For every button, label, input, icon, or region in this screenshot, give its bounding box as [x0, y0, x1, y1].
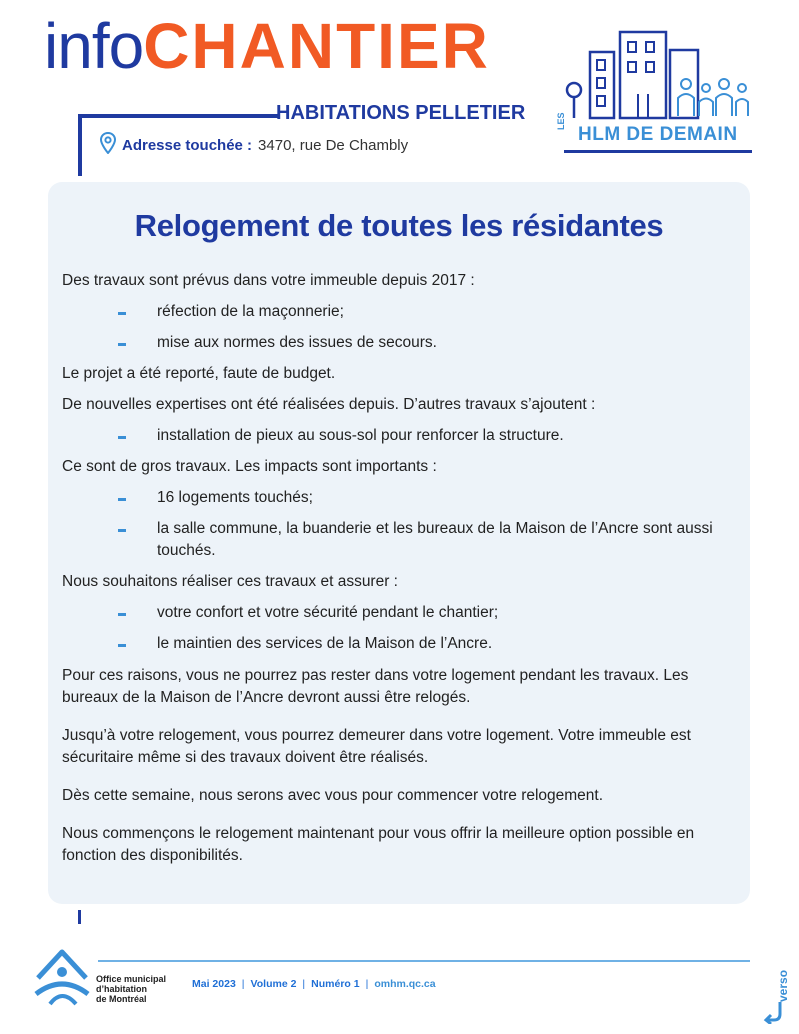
paragraph: Dès cette semaine, nous serons avec vous pour commencer votre relogement. [62, 787, 604, 804]
issue-info: Mai 2023 | Volume 2 | Numéro 1 | omhm.qc.ca [192, 978, 436, 990]
logo-underline [564, 150, 752, 153]
list-item: installation de pieux au sous-sol pour renforcer la structure. [62, 425, 738, 447]
bullet-dash [118, 529, 126, 532]
address-line [100, 132, 408, 158]
project-name: HABITATIONS PELLETIER [276, 102, 526, 124]
omhm-name: Office municipal d’habitation de Montréal [96, 974, 167, 1004]
bullet-list [62, 425, 738, 447]
list-item: mise aux normes des issues de secours. [62, 332, 738, 354]
list-item: le maintien des services de la Maison de l’Ancre. [62, 633, 738, 655]
bullet-dash [118, 613, 126, 616]
bullet-dash [118, 312, 126, 315]
bullet-list [62, 602, 738, 655]
verso-label: verso [776, 969, 790, 1002]
buildings-icon [560, 26, 755, 124]
brand-chantier: CHANTIER [143, 10, 490, 82]
header-rule [78, 114, 278, 118]
issue-volume: Volume 2 [250, 978, 297, 990]
location-pin-icon [100, 132, 116, 158]
paragraph: Pour ces raisons, vous ne pourrez pas rester dans votre logement pendant les travaux. Les bureaux de la Maison de l’Ancre devront aussi être relogés. [62, 667, 689, 706]
address-label: Adresse touchée : [122, 136, 253, 154]
paragraph: Des travaux sont prévus dans votre immeuble depuis 2017 : [62, 272, 475, 289]
bullet-dash [118, 644, 126, 647]
list-item: votre confort et votre sécurité pendant le chantier; [62, 602, 738, 624]
page-title: Relogement de toutes les résidantes [134, 208, 664, 243]
list-item: la salle commune, la buanderie et les bureaux de la Maison de l’Ancre sont aussi touchés. [62, 518, 738, 562]
logo-les: LES [556, 112, 566, 130]
paragraph: De nouvelles expertises ont été réalisées depuis. D’autres travaux s’ajoutent : [62, 396, 596, 413]
verso-indicator[interactable] [762, 962, 792, 1024]
bullet-dash [118, 343, 126, 346]
bullet-dash [118, 498, 126, 501]
paragraph: Nous commençons le relogement maintenant pour vous offrir la meilleure option possible en fonction des disponibilités. [62, 825, 695, 864]
content-card [48, 182, 750, 904]
paragraph: Jusqu’à votre relogement, vous pourrez demeurer dans votre logement. Votre immeuble est sécuritaire même si des travaux doivent être réalisés. [62, 727, 691, 766]
bullet-list [62, 301, 738, 354]
brand-info: info [44, 10, 144, 82]
bullet-dash [118, 436, 126, 439]
footer-rule [98, 960, 750, 962]
list-item: réfection de la maçonnerie; [62, 301, 738, 323]
list-item: 16 logements touchés; [62, 487, 738, 509]
paragraph: Ce sont de gros travaux. Les impacts sont importants : [62, 458, 437, 475]
issue-number: Numéro 1 [311, 978, 360, 990]
logo-hlm-text: HLM DE DEMAIN [578, 124, 738, 145]
brand-title [44, 10, 490, 82]
address-value: 3470, rue De Chambly [258, 136, 409, 154]
body-text [62, 270, 738, 883]
omhm-logo-icon [32, 944, 92, 1006]
hlm-de-demain-logo [556, 26, 755, 156]
issue-date: Mai 2023 [192, 978, 236, 990]
website-link[interactable]: omhm.qc.ca [374, 978, 436, 990]
bullet-list [62, 487, 738, 562]
paragraph: Le projet a été reporté, faute de budget. [62, 365, 336, 382]
header-vertical-rule [78, 114, 82, 176]
paragraph: Nous souhaitons réaliser ces travaux et assurer : [62, 573, 398, 590]
footer-vertical-rule [78, 910, 81, 924]
